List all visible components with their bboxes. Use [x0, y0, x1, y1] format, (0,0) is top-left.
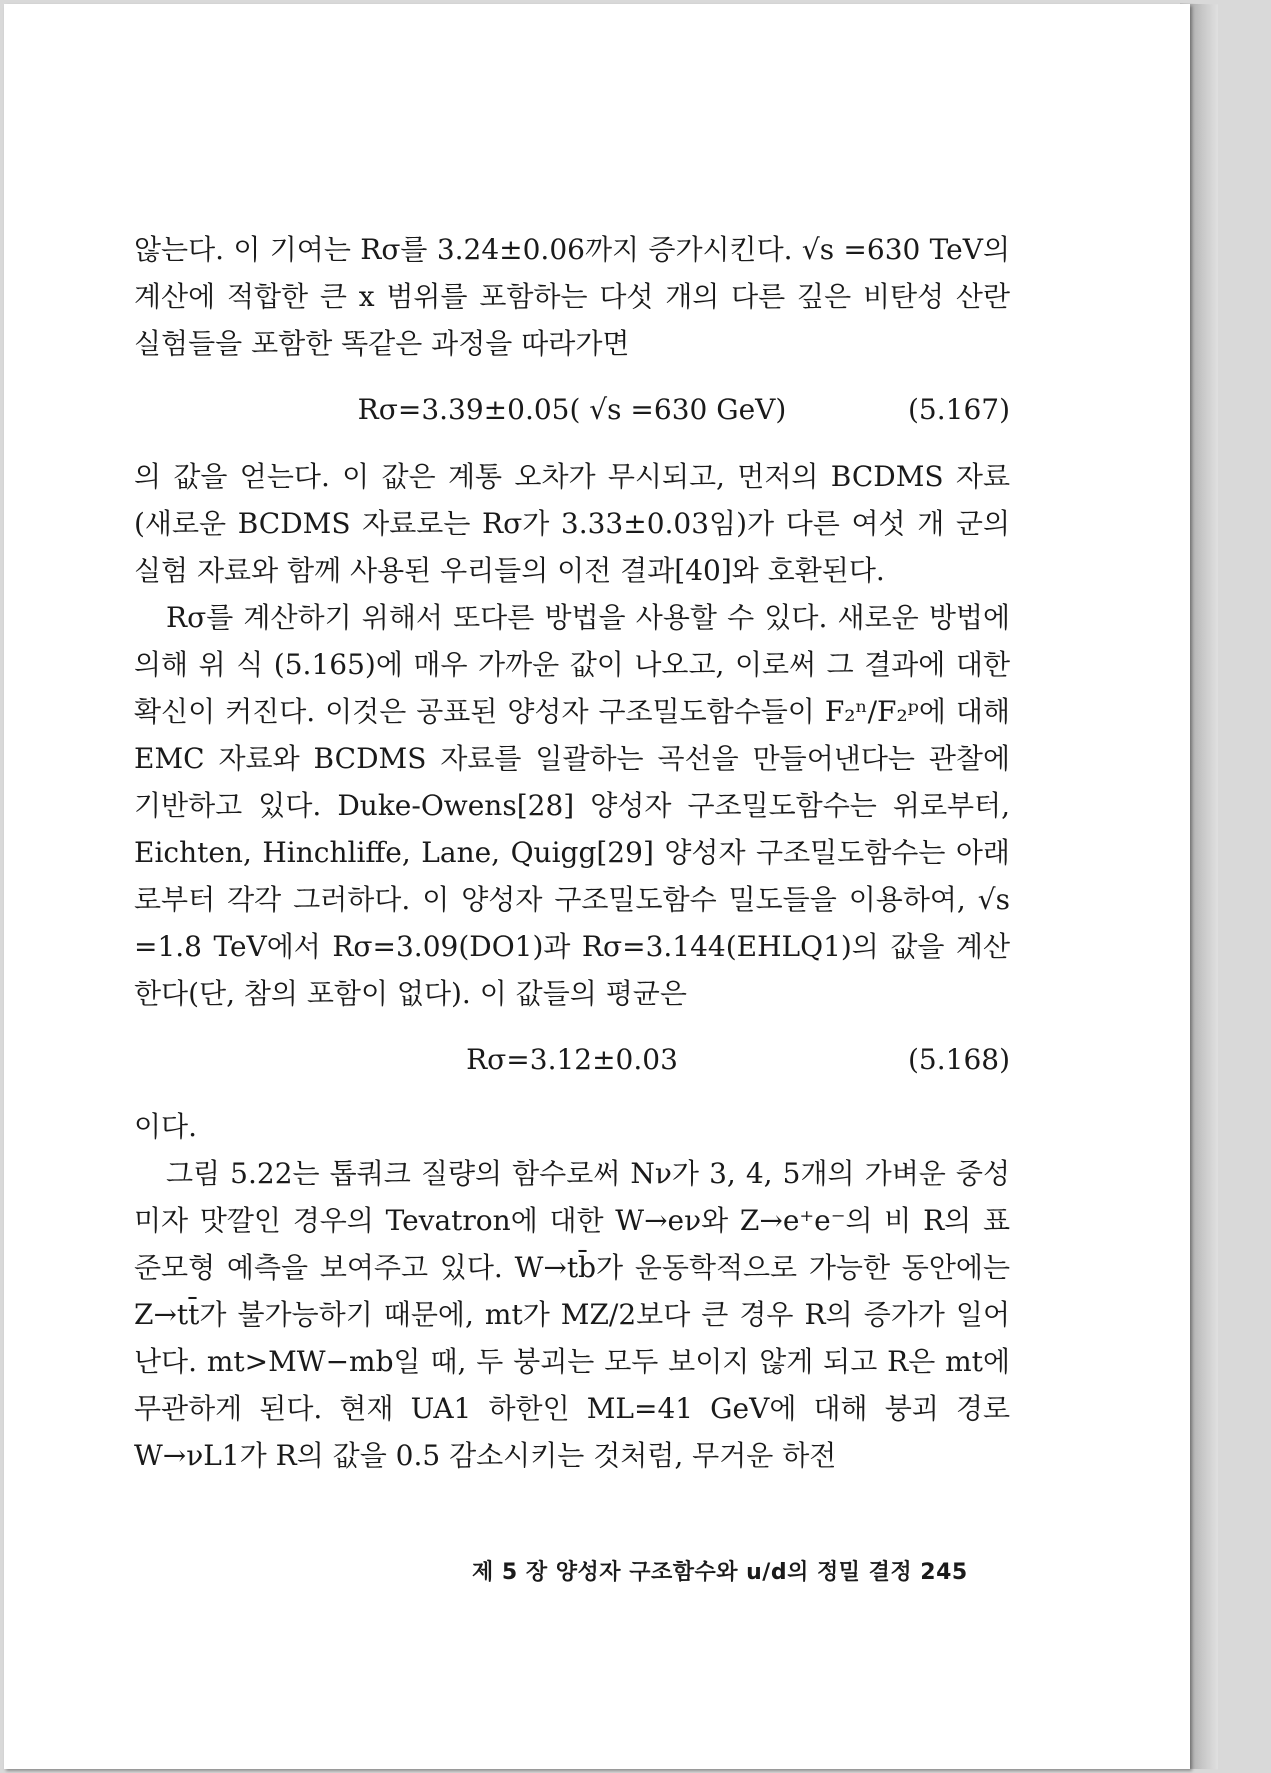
equation-5-168	[134, 1017, 1010, 1103]
paragraph: Rσ를 계산하기 위해서 또다른 방법을 사용할 수 있다. 새로운 방법에 의해 위 식 (5.165)에 매우 가까운 값이 나오고, 이로써 그 결과에 대한 확신이 커진다. 이것은 공표된 양성자 구조밀도함수들이 F₂ⁿ/F₂ᵖ에 대해 EMC 자료와 BCDMS 자료를 일괄하는 곡선을 만들어낸다는 관찰에 기반하고 있다. Duke-Owens[28] 양성자 구조밀도함수는 위로부터, Eichten, Hinchliffe, Lane, Quigg[29] 양성자 구조밀도함수는 아래로부터 각각 그러하다. 이 양성자 구조밀도함수 밀도들을 이용하여, √s =1.8 TeV에서 Rσ=3.09(DO1)과 Rσ=3.144(EHLQ1)의 값을 계산한다(단, 참의 포함이 없다). 이 값들의 평균은	[134, 601, 1010, 1010]
paragraph: 않는다. 이 기여는 Rσ를 3.24±0.06까지 증가시킨다. √s =630 TeV의 계산에 적합한 큰 x 범위를 포함하는 다섯 개의 다른 깊은 비탄성 산란 실험들을 포함한 똑같은 과정을 따라가면	[134, 233, 1010, 360]
equation-formula: Rσ=3.39±0.05( √s =630 GeV)	[357, 393, 787, 426]
equation-number: (5.167)	[907, 393, 1010, 426]
equation-formula: Rσ=3.12±0.03	[466, 1043, 678, 1076]
paragraph: 그림 5.22는 톱쿼크 질량의 함수로써 Nν가 3, 4, 5개의 가벼운 중성미자 맛깔인 경우의 Tevatron에 대한 W→eν와 Z→e⁺e⁻의 비 R의 표준모형 예측을 보여주고 있다. W→tb̄가 운동학적으로 가능한 동안에는 Z→tt̄가 불가능하기 때문에, mt가 MZ/2보다 큰 경우 R의 증가가 일어난다. mt>MW−mb일 때, 두 붕괴는 모두 보이지 않게 되고 R은 mt에 무관하게 된다. 현재 UA1 하한인 ML=41 GeV에 대해 붕괴 경로 W→νL1가 R의 값을 0.5 감소시키는 것처럼, 무거운 하전	[134, 1157, 1010, 1472]
paragraph: 의 값을 얻는다. 이 값은 계통 오차가 무시되고, 먼저의 BCDMS 자료(새로운 BCDMS 자료로는 Rσ가 3.33±0.03임)가 다른 여섯 개 군의 실험 자료와 함께 사용된 우리들의 이전 결과[40]와 호환된다.	[134, 460, 1010, 587]
running-footer: 제 5 장 양성자 구조함수와 u/d의 정밀 결정 245	[472, 1560, 968, 1585]
book-page	[4, 4, 1190, 1769]
paragraph: 이다.	[134, 1110, 197, 1143]
equation-number: (5.168)	[907, 1043, 1010, 1076]
equation-5-167	[134, 367, 1010, 453]
page-body	[134, 226, 1010, 1479]
